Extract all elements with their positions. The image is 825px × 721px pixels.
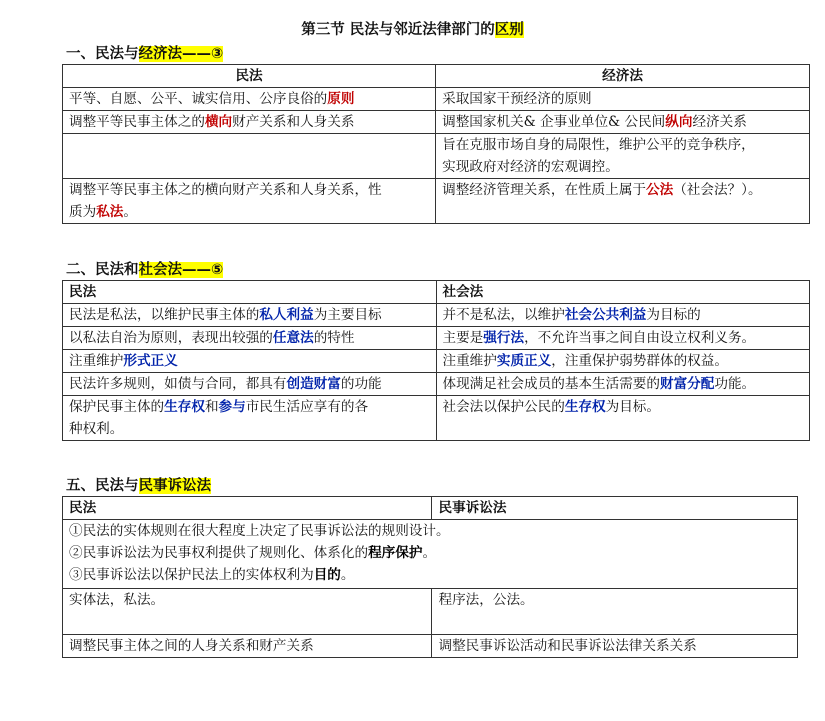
section-1-heading: 一、民法与经济法——③ bbox=[66, 46, 224, 62]
header-civil-law: 民法 bbox=[63, 65, 436, 88]
table-row: 保护民事主体的生存权和参与市民生活应享有的各 种权利。 社会法以保护公民的生存权为目标。 bbox=[63, 396, 810, 441]
header-civil-procedure-law: 民事诉讼法 bbox=[432, 497, 798, 520]
header-civil-law: 民法 bbox=[63, 281, 437, 304]
header-civil-law: 民法 bbox=[63, 497, 432, 520]
table-row: 实体法，私法。 程序法，公法。 bbox=[63, 589, 798, 635]
page-title: 第三节 民法与邻近法律部门的区别 bbox=[301, 22, 524, 38]
table-row: ①民法的实体规则在很大程度上决定了民事诉讼法的规则设计。 ②民事诉讼法为民事权利提供了规则化、体系化的程序保护。 ③民事诉讼法以保护民法上的实体权利为目的。 bbox=[63, 520, 798, 589]
table-civil-vs-economic bbox=[62, 64, 810, 224]
table-row: 民法是私法，以维护民事主体的私人利益为主要目标 并不是私法，以维护社会公共利益为目标的 bbox=[63, 304, 810, 327]
table-row: 调整平等民事主体之的横向财产关系和人身关系，性 质为私法。 调整经济管理关系，在性质上属于公法（社会法？）。 bbox=[63, 179, 810, 224]
table-header-row bbox=[63, 65, 810, 88]
table-row: 民法许多规则，如债与合同，都具有创造财富的功能 体现满足社会成员的基本生活需要的财富分配功能。 bbox=[63, 373, 810, 396]
table-header-row bbox=[63, 281, 810, 304]
section-2-heading: 二、民法和社会法——⑤ bbox=[66, 262, 224, 278]
table-header-row bbox=[63, 497, 798, 520]
table-row: 以私法自治为原则，表现出较强的任意法的特性 主要是强行法，不允许当事之间自由设立权利义务。 bbox=[63, 327, 810, 350]
table-row: 调整平等民事主体之的横向财产关系和人身关系 调整国家机关& 企事业单位& 公民间纵向经济关系 bbox=[63, 111, 810, 134]
table-civil-vs-social bbox=[62, 280, 810, 441]
header-social-law: 社会法 bbox=[436, 281, 810, 304]
table-row: 调整民事主体之间的人身关系和财产关系 调整民事诉讼活动和民事诉讼法律关系关系 bbox=[63, 635, 798, 658]
table-row: 注重维护形式正义 注重维护实质正义，注重保护弱势群体的权益。 bbox=[63, 350, 810, 373]
section-5-heading: 五、民法与民事诉讼法 bbox=[66, 478, 211, 494]
table-civil-vs-procedure bbox=[62, 496, 798, 658]
table-row: 旨在克服市场自身的局限性，维护公平的竞争秩序， 实现政府对经济的宏观调控。 bbox=[63, 134, 810, 179]
table-row: 平等、自愿、公平、诚实信用、公序良俗的原则 采取国家干预经济的原则 bbox=[63, 88, 810, 111]
header-economic-law: 经济法 bbox=[436, 65, 810, 88]
